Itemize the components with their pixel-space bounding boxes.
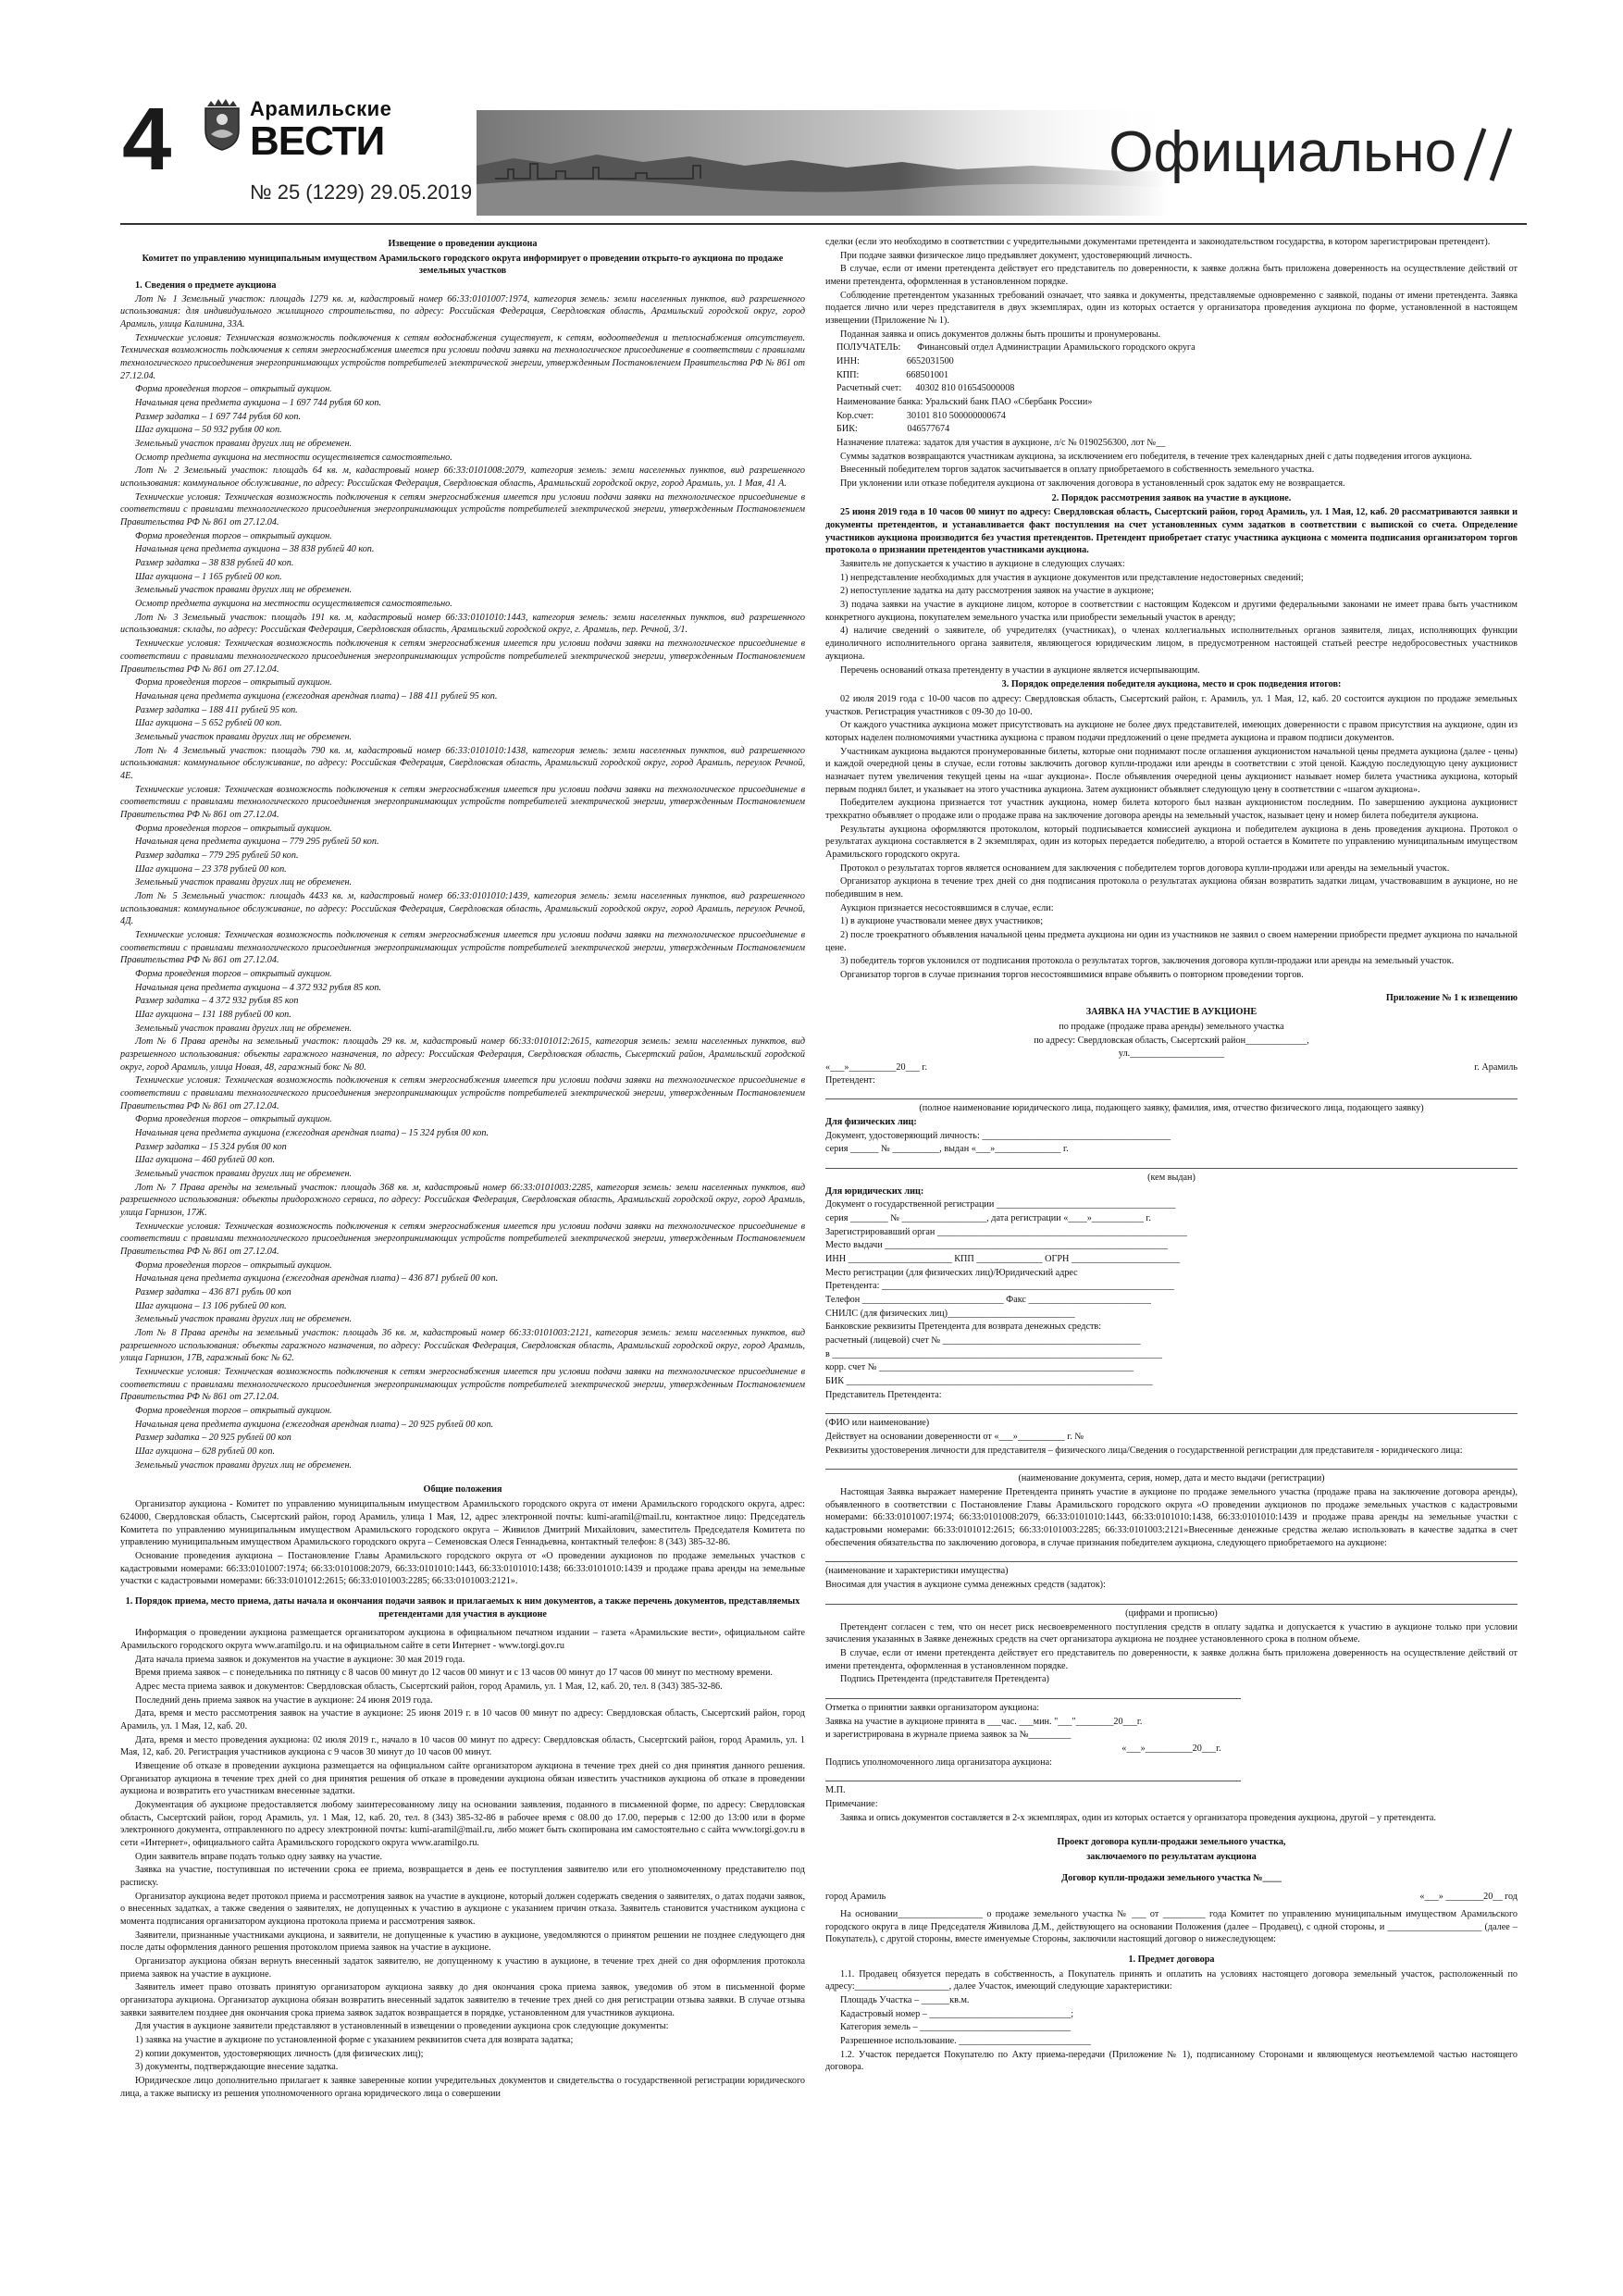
acceptance-journal[interactable]: и зарегистрирована в журнале приема заявок за №_________ <box>825 1730 1072 1741</box>
para-return-deposits: Организатор аукциона в течение трех дней со дня подписания протокола о результатах аукциона обязан возвратить задатки лицам, участвовавшим в аукционе, но не победившим в нем. <box>825 876 1518 900</box>
bank-req-account[interactable]: расчетный (лицевой) счет № __________________________________________ <box>825 1335 1141 1347</box>
general-basis: Основание проведения аукциона – Постановление Главы Арамильского городского округа от «О проведении аукционов по продаже земельных участков с кадастровыми номерами: 66:33:0101007:1974; 66:33:0101008:2079, 66:33:0101010:1443, 66:33:0101010:1438; 66:33:0101010:1439 и продаже права аренды на земельные участки с кадастровыми номерами: 66:33:0101012:2615; 66:33:0101003:2285; 66:33:0101003:2121». <box>120 1550 805 1587</box>
lot-2-form: Форма проведения торгов – открытый аукцион. <box>135 530 332 541</box>
para-last-day: Последний день приема заявок на участие в аукционе: 24 июня 2019 года. <box>135 1694 433 1706</box>
para-tickets: Участникам аукциона выдаются пронумерованные билеты, которые они поднимают после оглашения аукционистом начальной цены предмета аукциона (далее - цены) и каждой очередной цены в случае, если готовы заключить договор купли-продажи или аренды в соответствии с этой ценой. Каждую последующую цену аукционист назначает путем увеличения текущей цены на «шаг аукциона». После объявления очередной цены аукционист называет номер билета участника аукциона, который первым поднял билет, и указывает на этого участника аукциона. Затем аукционист объявляет следующую цену в соответствии с «шагом аукциона». <box>825 746 1518 795</box>
para-failed-2: 2) после троекратного объявления начальной цены предмета аукциона ни один из участников не заявил о своем намерении приобрести предмет аукциона по начальной цене. <box>825 929 1518 953</box>
para-reason-2: 2) непоступление задатка на дату рассмотрения заявок на участие в аукционе; <box>840 586 1154 597</box>
lot-6-deposit: Размер задатка – 15 324 рубля 00 коп <box>135 1141 287 1152</box>
para-auction-place: 02 июля 2019 года с 10-00 часов по адресу: Свердловская область, Сысертский район, г. Арамиль, ул. 1 Мая, 12, каб. 20 состоится аукцион по продаже земельных участков. Регистрация участников с 09-30 до 10-00. <box>825 693 1518 717</box>
bank-kpp: КПП: 668501001 <box>836 369 949 380</box>
note-text: Заявка и опись документов составляется в 2-х экземплярах, один из которых остается у организатора проведения аукциона, другой – у претендента. <box>840 1812 1436 1823</box>
lot-5-rights: Земельный участок правами других лиц не обременен. <box>135 1023 353 1034</box>
lot-4-form: Форма проведения торгов – открытый аукцион. <box>135 823 332 834</box>
lot-8-description: Лот № 8 Права аренды на земельный участок: площадь 36 кв. м, кадастровый номер 66:33:0101003:2121, категория земель: земли населенных пунктов, вид разрешенного использования: объекты гаражного назначения, по адресу: Российская Федерация, Свердловская область, Арамильский городской округ, город Арамиль, улица Гарнизон, 17В, гаражный бокс № 62. <box>120 1328 805 1364</box>
double-slash-icon <box>1464 125 1519 184</box>
property-field[interactable] <box>825 1550 1518 1562</box>
lot-1-description: Лот № 1 Земельный участок: площадь 1279 кв. м, кадастровый номер 66:33:0101007:1974, категория земель: земли населенных пунктов, вид разрешенного использования: для индивидуального жилищного строительства, по адресу: Российская Федерация, Свердловская область, Арамильский городской округ, город Арамиль, улица Калинина, 33А. <box>120 293 805 330</box>
lot-5-tech: Технические условия: Техническая возможность подключения к сетям энергоснабжения имеется при условии подачи заявки на технологическое присоединение в соответствии с правилами технологического присоединения энергопринимающих устройств потребителей электрической энергии, утвержденным Постановлением Правительства РФ № 861 от 27.12.04. <box>120 929 805 966</box>
lot-8-step: Шаг аукциона – 628 рублей 00 коп. <box>135 1446 275 1458</box>
para-failed-3: 3) победитель торгов уклонился от подписания протокола о результатах торгов, заключения договора купли-продажи или аренды на земельный участок. <box>840 956 1455 967</box>
phys-heading: Для физических лиц: <box>825 1117 917 1127</box>
property-hint: (наименование и характеристики имущества) <box>825 1566 1009 1577</box>
para-return: Организатор аукциона обязан вернуть внесенный задаток заявителю, не допущенному к участию в аукционе, в течение трех дней со дня оформления протокола приема заявок на участие в аукционе. <box>120 1956 805 1980</box>
amount-hint: (цифрами и прописью) <box>1125 1607 1218 1619</box>
lot-3-form: Форма проведения торгов – открытый аукцион. <box>135 677 332 689</box>
contract-intro: На основании__________________ о продаже земельного участка № ___ от _________ года Комитет по управлению муниципальным имуществом Арамильского городского округа в лице Председателя Живилова Д.М., действующего на основании Положения (далее – Продавец), с одной стороны, и ____________________ (далее – Покупатель), с другой стороны, вместе именуемые Стороны, заключили настоящий договор о нижеследующем: <box>825 1908 1518 1945</box>
section-heading-subject: 1. Сведения о предмете аукциона <box>135 280 277 292</box>
rep-docs: Реквизиты удостоверения личности для представителя – физического лица/Сведения о государственной регистрации для представителя - юридического лица: <box>825 1445 1463 1456</box>
para-representatives: От каждого участника аукциона может присутствовать на аукционе не более двух представителей, имеющих доверенности с правом присутствия на аукционе, один из которых наделен полномочиями участника аукциона с правом подачи предложений о цене предмета аукциона и правом подписи документов. <box>825 720 1518 743</box>
lot-8-rights: Земельный участок правами других лиц не обременен. <box>135 1459 353 1471</box>
appendix-label: Приложение № 1 к извещению <box>1385 992 1518 1003</box>
contract-use: Разрешенное использование. ____________________________ <box>840 2035 1091 2046</box>
notice-title: Извещение о проведении аукциона <box>388 239 538 249</box>
rep-acts[interactable]: Действует на основании доверенности от «___»__________ г. № <box>825 1432 1084 1443</box>
bank-account: Расчетный счет: 40302 810 016545000008 <box>836 383 1015 394</box>
notice-subtitle: Комитет по управлению муниципальным имуществом Арамильского городского округа информирует о проведении открыто-го аукциона по продаже земельных участков <box>142 253 784 277</box>
rep-heading: Представитель Претендента: <box>825 1389 942 1400</box>
para-start-date: Дата начала приема заявок и документов на участие в аукционе: 30 мая 2019 года. <box>135 1654 465 1665</box>
contract-category: Категория земель – ________________________________ <box>840 2022 1072 2033</box>
legal-inn[interactable]: ИНН ______________________ КПП ______________ ОГРН _______________________ <box>825 1254 1181 1265</box>
lot-8-deposit: Размер задатка – 20 925 рублей 00 коп <box>135 1433 291 1444</box>
sign-field[interactable] <box>825 1687 1241 1699</box>
para-doc-1: 1) заявка на участие в аукционе по установленной форме с указанием реквизитов счета для возврата задатка; <box>135 2035 574 2046</box>
para-deposit-credit: Внесенный победителем торгов задаток засчитывается в оплату приобретаемого в собственность земельного участка. <box>840 465 1315 476</box>
lot-2-price: Начальная цена предмета аукциона – 38 838 рублей 40 коп. <box>135 544 375 555</box>
lot-1-view: Осмотр предмета аукциона на местности осуществляется самостоятельно. <box>135 452 452 463</box>
lot-2-step: Шаг аукциона – 1 165 рублей 00 коп. <box>135 571 282 582</box>
rep-doc-field[interactable] <box>825 1458 1518 1470</box>
lot-5-description: Лот № 5 Земельный участок: площадь 4433 кв. м, кадастровый номер 66:33:0101010:1439, категория земель: земли населенных пунктов, вид разрешенного использования: коммунальное обслуживание, по адресу: Российская Федерация, Свердловская область, Арамильский городской округ, город Арамиль, переулок Речной, 4Д. <box>120 890 805 927</box>
bank-bik: БИК: 046577674 <box>836 424 950 435</box>
lot-2-view: Осмотр предмета аукциона на местности осуществляется самостоятельно. <box>135 599 452 610</box>
lot-1-step: Шаг аукциона – 50 932 рубля 00 коп. <box>135 425 282 436</box>
bank-receiver: ПОЛУЧАТЕЛЬ: Финансовый отдел Администрации Арамильского городского округа <box>836 342 1196 354</box>
phys-snils[interactable]: СНИЛС (для физических лиц)___________________________ <box>825 1308 1075 1319</box>
para-failed-1: 1) в аукционе участвовали менее двух участников; <box>840 916 1044 927</box>
issued-by-hint: (кем выдан) <box>1147 1173 1196 1184</box>
lot-3-description: Лот № 3 Земельный участок: площадь 191 кв. м, кадастровый номер 66:33:0101010:1443, категория земель: земли населенных пунктов, вид разрешенного использования: склады, по адресу: Российская Федерация, Свердловская область, Арамильский городской округ, г. Арамиль, пер. Речной, 3/1. <box>120 612 805 636</box>
para-docs-list: Для участия в аукционе заявители представляют в установленный в извещении о проведении аукциона срок следующие документы: <box>135 2021 669 2032</box>
para-cancel: Извещение об отказе в проведении аукциона размещается на официальном сайте организатором аукциона в течение трех дней со дня принятия данного решения. Организатор аукциона в течение трех дней со дня принятия решения об отказе в проведении аукциона обязан известить участников аукциона об отказе в проведении аукциона и возвратить его участникам внесенные задатки. <box>120 1760 805 1797</box>
rep-doc-hint: (наименование документа, серия, номер, дата и место выдачи (регистрации) <box>1018 1473 1325 1484</box>
lot-2-rights: Земельный участок правами других лиц не обременен. <box>135 585 353 596</box>
application-city: г. Арамиль <box>1474 1061 1518 1073</box>
newspaper-brand <box>250 99 426 162</box>
bank-req-bik[interactable]: БИК _________________________________________________________________ <box>825 1376 1153 1387</box>
para-stitched: Поданная заявка и опись документов должны быть прошиты и пронумерованы. <box>840 329 1161 340</box>
lot-7-step: Шаг аукциона – 13 106 рублей 00 коп. <box>135 1300 287 1311</box>
newspaper-header <box>120 88 1527 227</box>
para-hours: Время приема заявок – с понедельника по пятницу с 8 часов 00 минут до 12 часов 00 минут и с 13 часов 00 минут до 17 часов 00 минут по местному времени. <box>135 1668 773 1679</box>
bank-purpose: Назначение платежа: задаток для участия в аукционе, л/с № 0190256300, лот №__ <box>836 438 1166 449</box>
lot-1-rights: Земельный участок правами других лиц не обременен. <box>135 439 353 450</box>
contract-place-row <box>825 1891 1518 1904</box>
application-fullname-hint: (полное наименование юридического лица, подающего заявку, фамилия, имя, отчество физического лица, подающего заявку) <box>919 1103 1424 1114</box>
lot-3-rights: Земельный участок правами других лиц не обременен. <box>135 731 353 742</box>
amount-field[interactable] <box>825 1593 1518 1605</box>
para-reason-1: 1) непредставление необходимых для участия в аукционе документов или представление недостоверных сведений; <box>840 572 1304 583</box>
application-sub-1: по продаже (продаже права аренды) земельного участка <box>1059 1021 1284 1032</box>
issued-by-field[interactable] <box>825 1157 1518 1169</box>
bank-inn: ИНН: 6652031500 <box>836 356 954 367</box>
general-organizer: Организатор аукциона - Комитет по управлению муниципальным имуществом Арамильского городского округа от имени Арамильского городского округа, адрес: 624000, Свердловская область, Сысертский район, город Арамиль, улица 1 Мая, 12, адрес электронной почты: kumi-aramil@mail.ru, контактное лицо: Председатель Комитета по управлению муниципальным имуществом Арамильского городского округа – Живилов Дмитрий Михайлович, заместитель Председателя Комитета по управлению муниципальным имуществом Арамильского городского округа – Семеновская Олеся Геннадьевна, контактный телефон: 8 (343) 385-32-86. <box>120 1499 805 1548</box>
para-notify: Заявители, признанные участниками аукциона, и заявители, не допущенные к участию в аукционе, уведомляются о принятом решении не позднее следующего дня после даты оформления данного решения протоколом приема заявок на участие в аукционе. <box>120 1930 805 1954</box>
application-sign: Подпись Претендента (представителя Претендента) <box>840 1674 1049 1685</box>
lot-5-form: Форма проведения торгов – открытый аукцион. <box>135 968 332 979</box>
application-date-row <box>825 1061 1518 1074</box>
contract-city: город Арамиль <box>825 1892 886 1903</box>
para-deal: сделки (если это необходимо в соответствии с учредительными документами претендента и законодательством государства, в котором зарегистрирован претендент). <box>825 237 1491 247</box>
para-not-admitted: Заявитель не допускается к участию в аукционе в следующих случаях: <box>840 559 1125 570</box>
bank-corr: Кор.счет: 30101 810 500000000674 <box>836 410 1006 421</box>
org-sign-field[interactable] <box>825 1769 1241 1781</box>
lot-7-tech: Технические условия: Техническая возможность подключения к сетям энергоснабжения имеется при условии подачи заявки на технологическое присоединение в соответствии с правилами технологического присоединения энергопринимающих устройств потребителей электрической энергии, утвержденным Постановлением Правительства РФ № 861 от 27.12.04. <box>120 1221 805 1258</box>
rep-fio-hint: (ФИО или наименование) <box>825 1418 930 1429</box>
lot-8-tech: Технические условия: Техническая возможность подключения к сетям энергоснабжения имеется при условии подачи заявки на технологическое присоединение в соответствии с правилами технологического присоединения энергопринимающих устройств потребителей электрической энергии, утвержденным Постановлением Правительства РФ № 861 от 27.12.04. <box>120 1367 805 1403</box>
para-legal-docs: Юридическое лицо дополнительно прилагает к заявке заверенные копии учредительных документов и свидетельства о государственной регистрации юридического лица, а также выписку из решения уполномоченного органа юридического лица о совершении <box>120 2076 805 2099</box>
lot-3-step: Шаг аукциона – 5 652 рублей 00 коп. <box>135 718 282 729</box>
para-proxy: В случае, если от имени претендента действует его представитель по доверенности, к заявке должна быть приложена доверенность на осуществление действий от имени претендента, оформленная в установленном порядке. <box>825 264 1518 288</box>
application-title: ЗАЯВКА НА УЧАСТИЕ В АУКЦИОНЕ <box>1085 1007 1258 1018</box>
section-label: Официально <box>1109 120 1456 184</box>
para-exhaustive: Перечень оснований отказа претенденту в участии в аукционе является исчерпывающим. <box>840 664 1200 676</box>
lot-6-price: Начальная цена предмета аукциона (ежегодная арендная плата) – 15 324 рубля 00 коп. <box>135 1128 489 1139</box>
legal-organ[interactable]: Зарегистрировавший орган _____________________________________________________ <box>825 1226 1187 1237</box>
lot-4-deposit: Размер задатка – 779 295 рублей 50 коп. <box>135 850 299 861</box>
review-heading: 2. Порядок рассмотрения заявок на участие в аукционе. <box>1051 492 1292 503</box>
coat-of-arms-icon <box>202 97 242 151</box>
application-date[interactable]: «___»__________20___ г. <box>825 1061 927 1073</box>
para-review: Дата, время и место рассмотрения заявок на участие в аукционе: 25 июня 2019 г. в 10 часов 00 минут по адресу: Свердловская область, Сысертский район, город Арамиль, ул. 1 Мая, 12, каб. 20. <box>120 1708 805 1731</box>
amount-label: Вносимая для участия в аукционе сумма денежных средств (задаток): <box>825 1580 1106 1591</box>
lot-6-tech: Технические условия: Техническая возможность подключения к сетям энергоснабжения имеется при условии подачи заявки на технологическое присоединение в соответствии с правилами технологического присоединения энергопринимающих устройств потребителей электрической энергии, утвержденным Постановлением Правительства РФ № 861 от 27.12.04. <box>120 1075 805 1111</box>
header-divider <box>120 223 1527 225</box>
para-doc-3: 3) документы, подтверждающие внесение задатка. <box>135 2062 339 2073</box>
lot-6-step: Шаг аукциона – 460 рублей 00 коп. <box>135 1155 275 1166</box>
procedure-heading: 1. Порядок приема, место приема, даты начала и окончания подачи заявок и прилагаемых к ним документов, а также перечень документов, представляемых претендентами для участия в аукционе <box>125 1595 800 1620</box>
acceptance-sign: Подпись уполномоченного лица организатора аукциона: <box>825 1756 1052 1768</box>
lot-7-rights: Земельный участок правами других лиц не обременен. <box>135 1314 353 1325</box>
para-failed: Аукцион признается несостоявшимся в случае, если: <box>840 902 1054 913</box>
lot-1-price: Начальная цена предмета аукциона – 1 697 744 рубля 60 коп. <box>135 398 382 409</box>
legal-applicant[interactable]: Претендента: ______________________________________________________________ <box>825 1281 1174 1292</box>
contract-title: Договор купли-продажи земельного участка №____ <box>1061 1872 1282 1883</box>
acceptance-date[interactable]: «___»__________20___г. <box>1121 1743 1221 1754</box>
para-reason-3: 3) подача заявки на участие в аукционе лицом, которое в соответствии с настоящим Кодексом и другими федеральными законами не имеет права быть участником конкретного аукциона, покупателем земельного участка или приобрести земельный участок в аренду; <box>825 600 1518 623</box>
para-winner: Победителем аукциона признается тот участник аукциона, номер билета которого был назван аукционистом последним. По завершению аукциона аукционист трехкратно объявляет о продаже или о продаже права на заключение договора аренды на земельный участок, называет цену и номер билета победителя аукциона. <box>825 798 1518 821</box>
lot-4-description: Лот № 4 Земельный участок: площадь 790 кв. м, кадастровый номер 66:33:0101010:1438, категория земель: земли населенных пунктов, вид разрешенного использования: коммунальное обслуживание, по адресу: Российская Федерация, Свердловская область, Арамильский городской округ, город Арамиль, переулок Речной, 4Е. <box>120 745 805 781</box>
legal-address: Место регистрации (для физических лиц)/Юридический адрес <box>825 1267 1078 1278</box>
bank-name: Наименование банка: Уральский банк ПАО «Сбербанк России» <box>836 397 1093 408</box>
lot-2-description: Лот № 2 Земельный участок: площадь 64 кв. м, кадастровый номер 66:33:0101008:2079, категория земель: земли населенных пунктов, вид разрешенного использования: коммунальное обслуживание, по адресу: Российская Федерация, Свердловская область, Арамильский городской округ, город Арамиль, ул. 1 Мая, 41 А. <box>120 465 805 490</box>
bank-req-heading: Банковские реквизиты Претендента для возврата денежных средств: <box>825 1322 1102 1333</box>
para-one-bid: Один заявитель вправе подать только одну заявку на участие. <box>135 1851 383 1862</box>
stamp-label: М.П. <box>825 1785 846 1796</box>
rep-field[interactable] <box>825 1402 1518 1414</box>
lot-5-step: Шаг аукциона – 131 188 рублей 00 коп. <box>135 1009 291 1020</box>
note-label: Примечание: <box>825 1798 878 1809</box>
para-repeat: Организатор торгов в случае признания торгов несостоявшимися вправе объявить о повторном проведении торгов. <box>840 969 1304 980</box>
brand-top: Арамильские <box>250 97 392 120</box>
acceptance-time[interactable]: Заявка на участие в аукционе принята в ___час. ___мин. "___"________20___г. <box>825 1716 1143 1727</box>
para-compliance: Соблюдение претендентом указанных требований означает, что заявка и документы, представляемые одновременно с заявкой, поданы от имени претендента. Заявка подается лично или через представителя в двух экземплярах, один из которых остается у организатора проведения аукциона по форме, установленной в настоящем извещении (Приложение № 1). <box>825 290 1518 327</box>
lot-6-description: Лот № 6 Права аренды на земельный участок: площадь 29 кв. м, кадастровый номер 66:33:0101012:2615, категория земель: земли населенных пунктов, вид разрешенного использования: объекты гаражного назначения, по адресу: Российская Федерация, Свердловская область, Сысертский район, Арамильский городской округ, город Арамиль, улица Новая, 48, гаражный бокс № 80. <box>120 1036 805 1073</box>
lot-1-tech: Технические условия: Техническая возможность подключения к сетям водоснабжения существует, к сетям, водоотведения и теплоснабжения отсутствует. Техническая возможность подключения к сетям энергоснабжения имеется при условии подачи заявки на технологическое присоединение в соответствии с правилами технологического присоединения энергопринимающих устройств потребителей электрической энергии, утвержденным Постановлением Правительства РФ № 861 от 27.12.04. <box>120 332 805 381</box>
para-review-date: 25 июня 2019 года в 10 часов 00 минут по адресу: Свердловская область, Сысертский район, город Арамиль, ул. 1 Мая, 12, каб. 20 рассматриваются заявки и документы претендентов, и устанавливается факт поступления на счет установленных сумм задатков в соответствии с выпиской со счета. Определение участников аукциона производится без участия претендентов. Претендент приобретает статус участника аукциона с момента подписания организатором торгов протокола о признании претендентов участниками аукциона. <box>825 507 1518 556</box>
para-id-doc: При подаче заявки физическое лицо предъявляет документ, удостоверяющий личность. <box>840 250 1193 261</box>
para-doc-2: 2) копии документов, удостоверяющих личность (для физических лиц); <box>135 2048 424 2059</box>
applicant-field[interactable] <box>825 1087 1518 1099</box>
para-protocol: Организатор аукциона ведет протокол приема и рассмотрения заявок на участие в аукционе, который должен содержать сведения о заявителях, о датах подачи заявок, о внесенных задатках, а также сведения о заявителях, не допущенных к участию в аукционе с указанием причин отказа. Заявитель становится участником аукциона с момента подписания организатором аукциона протокола приема и рассмотрения заявок. <box>120 1891 805 1927</box>
lot-8-form: Форма проведения торгов – открытый аукцион. <box>135 1406 332 1417</box>
legal-series[interactable]: серия ________ № __________________, дата регистрации «____»___________ г. <box>825 1213 1151 1224</box>
contract-heading-1: Проект договора купли-продажи земельного участка, <box>1057 1837 1286 1848</box>
para-results: Результаты аукциона оформляются протоколом, который подписывается комиссией аукциона и победителем аукциона в день проведения аукциона. Протокол о результатах аукциона составляется в 2 экземплярах, один из которых передается победителю, а второй остается в Комитете по управлению муниципальным имуществом Арамильского городского округа. <box>825 824 1518 860</box>
contract-heading-2: заключаемого по результатам аукциона <box>1086 1851 1257 1862</box>
issue-number: № 25 (1229) 29.05.2019 <box>250 180 473 204</box>
legal-heading: Для юридических лиц: <box>825 1185 924 1197</box>
contract-section-1: 1. Предмет договора <box>1128 1954 1215 1965</box>
application-sub-2: по адресу: Свердловская область, Сысертский район_____________, <box>1034 1035 1309 1046</box>
contract-clause-1-1: 1.1. Продавец обязуется передать в собственность, а Покупатель принять и оплатить на условиях настоящего договора земельный участок, расположенный по адресу:____________________, далее Участок, имеющий следующие характеристики: <box>825 1968 1518 1992</box>
contract-cadastral: Кадастровый номер – ______________________________; <box>840 2008 1074 2019</box>
lot-5-deposit: Размер задатка – 4 372 932 рубля 85 коп <box>135 996 299 1007</box>
lot-4-price: Начальная цена предмета аукциона – 779 295 рублей 50 коп. <box>135 837 379 848</box>
application-proxy: В случае, если от имени претендента действует его представитель по доверенности, к заявке должна быть приложена доверенность на осуществление действий от имени претендента, оформленная в установленном порядке. <box>825 1647 1518 1671</box>
page-number: 4 <box>122 90 172 189</box>
para-deposit-return: Суммы задатков возвращаются участникам аукциона, за исключением его победителя, в течение трех календарных дней с даты подведения итогов аукциона. <box>840 451 1472 462</box>
lot-1-form: Форма проведения торгов – открытый аукцион. <box>135 384 332 395</box>
bank-req-corr[interactable]: корр. счет № ______________________________________________________ <box>825 1362 1134 1373</box>
lot-7-price: Начальная цена предмета аукциона (ежегодная арендная плата) – 436 871 рублей 00 коп. <box>135 1273 499 1285</box>
bank-req-in[interactable]: в ______________________________________________________________________ <box>825 1348 1162 1359</box>
brand-main: ВЕСТИ <box>250 118 385 164</box>
legal-reg[interactable]: Документ о государственной регистрации ______________________________________ <box>825 1199 1176 1210</box>
lot-3-deposit: Размер задатка – 188 411 рублей 95 коп. <box>135 704 298 715</box>
contract-area: Площадь Участка – ______кв.м. <box>840 1994 970 2005</box>
para-address: Адрес места приема заявок и документов: Свердловская область, Сысертский район, город Арамиль, ул. 1 Мая, 12, каб. 20, тел. 8 (343) 385-32-86. <box>135 1681 723 1692</box>
para-late-bid: Заявка на участие, поступившая по истечении срока ее приема, возвращается в день ее поступления заявителю или его уполномоченному представителю под расписку. <box>120 1865 805 1888</box>
para-withdraw: Заявитель имеет право отозвать принятую организатором аукциона заявку до дня окончания срока приема заявок, уведомив об этом в письменной форме организатора аукциона. Организатор аукциона обязан возвратить внесенный задаток заявителю в течение трех дней со дня регистрации отзыва заявки. В случае отзыва заявки заявителем позднее дня окончания срока приема заявок задаток возвращается в порядке, установленном для участников аукциона. <box>120 1982 805 2018</box>
para-reason-4: 4) наличие сведений о заявителе, об учредителях (участниках), о членах коллегиальных исполнительных органов заявителя, лицах, исполняющих функции единоличного исполнительного органа заявителя, являющегося юридическим лицом, в предусмотренном настоящей статьей реестре недобросовестных участников аукциона. <box>825 626 1518 662</box>
legal-place[interactable]: Место выдачи ____________________________________________________________ <box>825 1240 1168 1251</box>
lot-7-deposit: Размер задатка – 436 871 рубль 00 коп <box>135 1287 291 1298</box>
lot-4-tech: Технические условия: Техническая возможность подключения к сетям энергоснабжения имеется при условии подачи заявки на технологическое присоединение в соответствии с правилами технологического присоединения энергопринимающих устройств потребителей электрической энергии, утвержденным Постановлением Правительства РФ № 861 от 27.12.04. <box>120 784 805 820</box>
lot-4-rights: Земельный участок правами других лиц не обременен. <box>135 877 353 888</box>
lot-2-deposit: Размер задатка – 38 838 рублей 40 коп. <box>135 558 294 569</box>
para-protocol-basis: Протокол о результатах торгов является основанием для заключения с победителем торгов договора купли-продажи или аренды на земельный участок. <box>840 863 1450 874</box>
right-column <box>825 236 1518 2075</box>
lot-7-description: Лот № 7 Права аренды на земельный участок: площадь 368 кв. м, кадастровый номер 66:33:0101003:2285, категория земель: земли населенных пунктов, вид разрешенного использования: объекты придорожного сервиса, по адресу: Российская Федерация, Свердловская область, Арамильский городской округ, город Арамиль, улица Гарнизон, 17Ж. <box>120 1182 805 1219</box>
lot-3-price: Начальная цена предмета аукциона (ежегодная арендная плата) – 188 411 рублей 95 коп. <box>135 690 498 701</box>
application-applicant: Претендент: <box>825 1074 875 1086</box>
contract-date[interactable]: «___» ________20__ год <box>1419 1892 1518 1903</box>
acceptance-mark: Отметка о принятии заявки организатором аукциона: <box>825 1702 1040 1713</box>
para-auction-date: Дата, время и место проведения аукциона: 02 июля 2019 г., начало в 10 часов 00 минут по адресу: Свердловская область, Сысертский район, город Арамиль, ул. 1 Мая, 12, каб. 20. Регистрация участников аукциона с 9 часов 30 минут до 10 часов 00 минут. <box>120 1734 805 1758</box>
lot-2-tech: Технические условия: Техническая возможность подключения к сетям энергоснабжения имеется при условии подачи заявки на технологическое присоединение в соответствии с правилами технологического присоединения энергопринимающих устройств потребителей электрической энергии, утвержденным Постановлением Правительства РФ № 861 от 27.12.04. <box>120 491 805 528</box>
general-heading: Общие положения <box>423 1484 502 1496</box>
left-column <box>120 236 805 2101</box>
lot-3-tech: Технические условия: Техническая возможность подключения к сетям энергоснабжения имеется при условии подачи заявки на технологическое присоединение в соответствии с правилами технологического присоединения энергопринимающих устройств потребителей электрической энергии, утвержденным Постановлением Правительства РФ № 861 от 27.12.04. <box>120 639 805 675</box>
winner-heading: 3. Порядок определения победителя аукциона, место и срок подведения итогов: <box>1001 679 1342 690</box>
lot-4-step: Шаг аукциона – 23 378 рублей 00 коп. <box>135 863 287 875</box>
lot-8-price: Начальная цена предмета аукциона (ежегодная арендная плата) – 20 925 рублей 00 коп. <box>135 1419 494 1430</box>
phys-doc[interactable]: Документ, удостоверяющий личность: ________________________________________ <box>825 1130 1171 1141</box>
application-sub-3: ул.____________________ <box>1118 1049 1225 1060</box>
application-text: Настоящая Заявка выражает намерение Претендента принять участие в аукционе по продаже земельного участка (продаже права на заключение договора аренды), объявленного в соответствии с Постановление Главы Арамильского городского округа «О проведении аукционов по продаже земельных участков с кадастровыми номерами: 66:33:0101007:1974; 66:33:0101008:2079, 66:33:0101010:1443, 66:33:0101010:1438, 66:33:0101010:1439 и продаже права аренды на земельные участки с кадастровыми номерами: 66:33:0101012:2615; 66:33:0101003:2285; 66:33:0101003:2121»Внесенные денежные средства желаю использовать в качестве задатка в счет обеспечения обязательства по заключению договора, в случае признания победителем аукциона, следующего приобретаемого на аукционе: <box>825 1487 1518 1548</box>
lot-1-deposit: Размер задатка – 1 697 744 рубля 60 коп. <box>135 411 301 422</box>
lot-5-price: Начальная цена предмета аукциона – 4 372 932 рубля 85 коп. <box>135 982 382 993</box>
phys-series[interactable]: серия ______ № __________, выдан «___»______________ г. <box>825 1144 1069 1155</box>
lot-7-form: Форма проведения торгов – открытый аукцион. <box>135 1260 332 1271</box>
legal-phone[interactable]: Телефон ______________________________ Факс __________________________ <box>825 1295 1151 1306</box>
para-deposit-forfeit: При уклонении или отказе победителя аукциона от заключения договора в установленный срок задаток ему не возвращается. <box>840 478 1345 490</box>
lot-6-form: Форма проведения торгов – открытый аукцион. <box>135 1114 332 1125</box>
para-info: Информация о проведении аукциона размещается организатором аукциона в официальном печатном издании – газета «Арамильские вести», официальном сайте Арамильского городского округа www.aramilgo.ru. и на официальном сайте в сети Интернет - www.torgi.gov.ru <box>120 1628 805 1651</box>
application-consent: Претендент согласен с тем, что он несет риск несвоевременного поступления средств в оплату задатка и допускается к участию в аукционе только при условии зачисления указанных в Заявке денежных средств на счет организатора аукциона не позднее установленного срока в полном объеме. <box>825 1621 1518 1645</box>
lot-6-rights: Земельный участок правами других лиц не обременен. <box>135 1169 353 1180</box>
contract-clause-1-2: 1.2. Участок передается Покупателю по Акту приема-передачи (Приложение № 1), подписанному Сторонами и являющемуся неотъемлемой частью настоящего договора. <box>825 2049 1518 2073</box>
para-documentation: Документация об аукционе предоставляется любому заинтересованному лицу на основании заявления, поданного в письменной форме, по адресу: Свердловская область, Сысертский район, город Арамиль, ул. 1 Мая, 12, каб. 20, тел. 8 (343) 385-32-86 в рабочее время с 08.00 до 17.00, перерыв с 12:00 до 13:00 или в форме электронного документа, отправленного по адресу электронной почты: kumi-aramil@mail.ru, либо может быть скопирована им самостоятельно с сайта www.torgi.gov.ru в сети «Интернет», официального сайта Арамильского городского округа www.aramilgo.ru. <box>120 1799 805 1848</box>
